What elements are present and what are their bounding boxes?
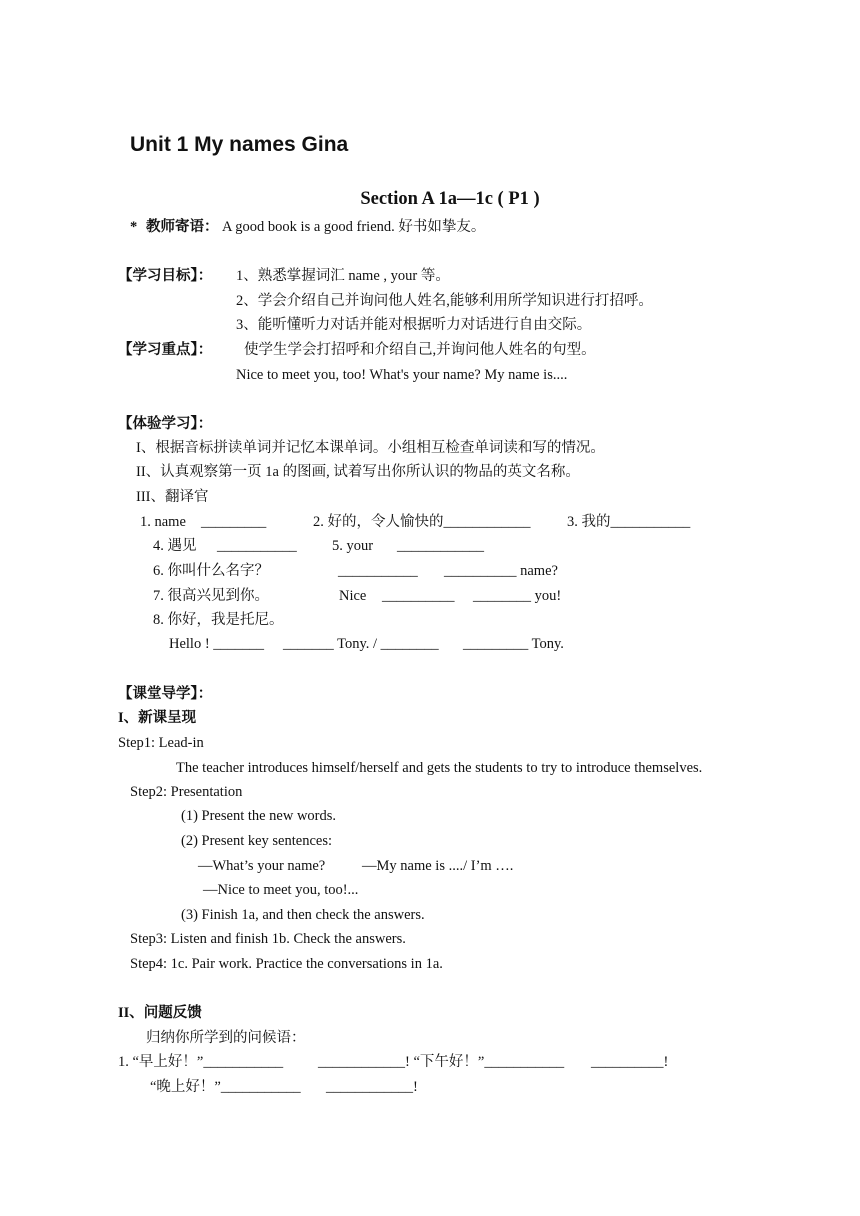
step-2-item-3: (3) Finish 1a, and then check the answers. bbox=[181, 907, 425, 923]
step-1-text: The teacher introduces himself/herself and gets the students to try to introduce themselves. bbox=[176, 760, 703, 776]
feedback-label: II、问题反馈 bbox=[118, 1005, 202, 1021]
motto-text: A good book is a good friend. 好书如挚友。 bbox=[222, 219, 486, 235]
step-2-question: —What’s your name? bbox=[198, 858, 326, 874]
document-title: Unit 1 My names Gina bbox=[130, 133, 349, 156]
step-2-item-2: (2) Present key sentences: bbox=[181, 833, 332, 849]
classroom-part-1: I、新课呈现 bbox=[118, 710, 197, 726]
goals-label: 【学习目标】： bbox=[118, 268, 213, 284]
keypoints-text-2: Nice to meet you, too! What's your name? My name is.... bbox=[236, 367, 568, 383]
step-2-item-1: (1) Present the new words. bbox=[181, 808, 337, 824]
experience-line-3: III、翻译官 bbox=[136, 489, 209, 505]
feedback-line-1b: ____________! “下午好！”___________ bbox=[318, 1054, 565, 1070]
experience-line-1: I、根据音标拼读单词并记忆本课单词。小组相互检查单词读和写的情况。 bbox=[136, 440, 605, 456]
keypoints-text-1: 使学生学会打招呼和介绍自己,并询问他人姓名的句型。 bbox=[244, 342, 596, 358]
feedback-line-1a: 1. “早上好！”___________ bbox=[118, 1054, 284, 1070]
question-8-line-c: _________ Tony. bbox=[463, 636, 564, 652]
goal-item-2: 2、学会介绍自己并询问他人姓名,能够利用所学知识进行打招呼。 bbox=[236, 293, 653, 309]
step-3: Step3: Listen and finish 1b. Check the answers. bbox=[130, 931, 406, 947]
feedback-line-2a: “晚上好！”___________ bbox=[150, 1079, 301, 1095]
feedback-line-1c: __________! bbox=[591, 1054, 669, 1070]
question-4-blank: ___________ bbox=[217, 538, 297, 554]
question-3: 3. 我的___________ bbox=[567, 514, 691, 530]
question-8-line-a: Hello ! _______ bbox=[169, 636, 265, 652]
classroom-label: 【课堂导学】： bbox=[118, 686, 213, 702]
question-8-line-b: _______ Tony. / ________ bbox=[283, 636, 439, 652]
motto-label: 教师寄语： bbox=[146, 219, 219, 235]
step-2-answer: —My name is ..../ I’m …. bbox=[362, 858, 514, 874]
step-4: Step4: 1c. Pair work. Practice the conversations in 1a. bbox=[130, 956, 443, 972]
question-6: 6. 你叫什么名字？ bbox=[153, 563, 269, 579]
experience-line-2: II、认真观察第一页 1a 的图画, 试着写出你所认识的物品的英文名称。 bbox=[136, 464, 580, 480]
question-1: 1. name bbox=[140, 514, 186, 530]
question-2: 2. 好的，令人愉快的____________ bbox=[313, 514, 531, 530]
step-1: Step1: Lead-in bbox=[118, 735, 204, 751]
question-6-blank-1: ___________ bbox=[338, 563, 418, 579]
question-7: 7. 很高兴见到你。 bbox=[153, 588, 269, 604]
section-heading: Section A 1a—1c ( P1 ) bbox=[360, 189, 540, 209]
experience-label: 【体验学习】： bbox=[118, 416, 213, 432]
question-7-blank-2: ________ you! bbox=[473, 588, 562, 604]
question-4: 4. 遇见 bbox=[153, 538, 197, 554]
question-7-word: Nice bbox=[339, 588, 367, 604]
feedback-intro: 归纳你所学到的问候语： bbox=[146, 1030, 306, 1046]
motto-star: * bbox=[130, 219, 138, 235]
step-2: Step2: Presentation bbox=[130, 784, 243, 800]
goal-item-3: 3、能听懂听力对话并能对根据听力对话进行自由交际。 bbox=[236, 317, 592, 333]
question-5: 5. your bbox=[332, 538, 374, 554]
question-1-blank: _________ bbox=[201, 514, 267, 530]
feedback-line-2b: ____________! bbox=[326, 1079, 418, 1095]
question-7-blank-1: __________ bbox=[382, 588, 455, 604]
question-8: 8. 你好，我是托尼。 bbox=[153, 612, 284, 628]
question-6-blank-2: __________ name? bbox=[444, 563, 558, 579]
goal-item-1: 1、熟悉掌握词汇 name , your 等。 bbox=[236, 268, 450, 284]
step-2-nice: —Nice to meet you, too!... bbox=[203, 882, 359, 898]
question-5-blank: ____________ bbox=[397, 538, 484, 554]
keypoints-label: 【学习重点】： bbox=[118, 342, 213, 358]
